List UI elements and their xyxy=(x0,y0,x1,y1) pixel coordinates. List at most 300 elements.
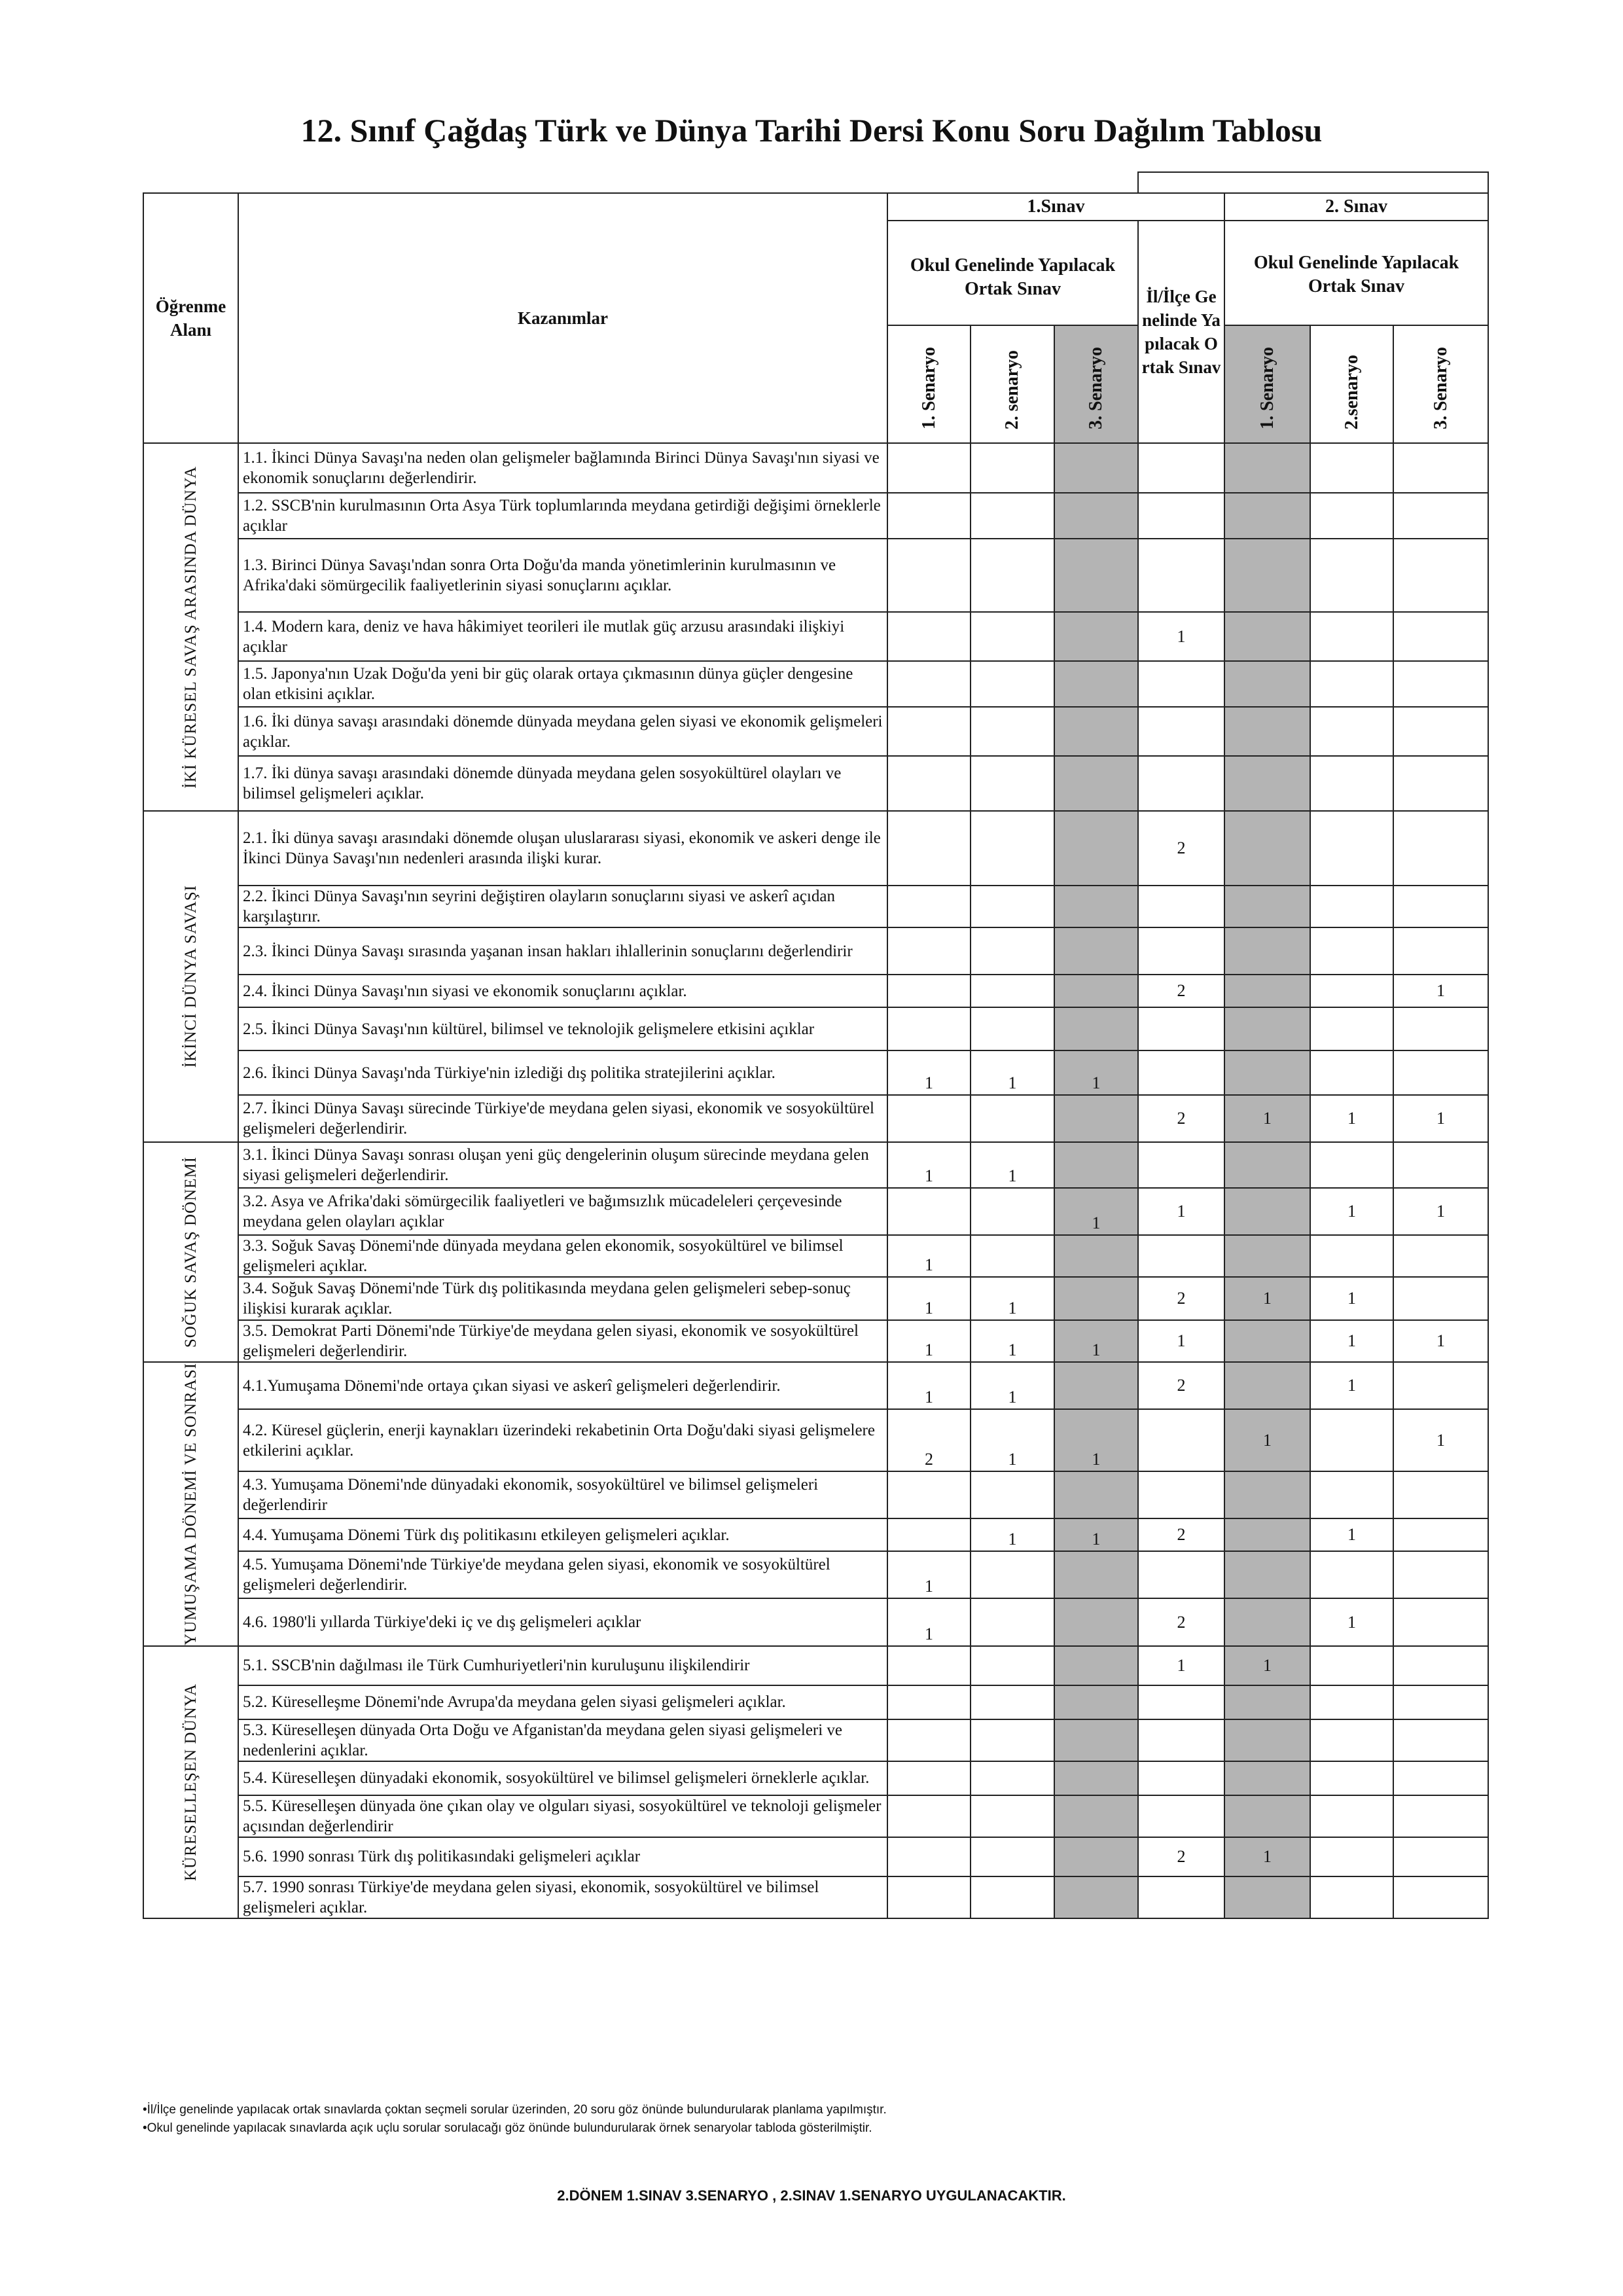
count-cell xyxy=(1224,1471,1310,1518)
count-cell xyxy=(971,1235,1054,1277)
count-cell xyxy=(971,1795,1054,1837)
count-cell: 1 xyxy=(887,1598,971,1645)
kazanim-cell: 5.5. Küreselleşen dünyada öne çıkan olay ve olguları siyasi, sosyokültürel ve teknoloji gelişmeler açısından değerlendirir xyxy=(238,1795,887,1837)
count-cell xyxy=(1310,493,1393,539)
count-cell xyxy=(1224,612,1310,661)
scenario-label: 2.senaryo xyxy=(1341,354,1362,429)
learning-area-label: SOĞUK SAVAŞ DÖNEMİ xyxy=(181,1156,200,1348)
kazanim-cell: 1.5. Japonya'nın Uzak Doğu'da yeni bir güç olarak ortaya çıkmasının dünya güçler dengesine olan etkisini açıklar. xyxy=(238,661,887,707)
kazanim-cell: 2.5. İkinci Dünya Savaşı'nın kültürel, bilimsel ve teknolojik gelişmelere etkisini açıklar xyxy=(238,1007,887,1050)
count-cell xyxy=(971,1837,1054,1876)
count-cell: 1 xyxy=(1310,1320,1393,1362)
count-cell xyxy=(1224,1142,1310,1188)
count-cell: 1 xyxy=(887,1142,971,1188)
count-cell xyxy=(1310,539,1393,612)
count-cell xyxy=(1310,1235,1393,1277)
table-row xyxy=(143,661,1488,707)
count-cell xyxy=(1393,1876,1488,1918)
count-cell xyxy=(971,975,1054,1007)
scenario-header xyxy=(1310,325,1393,443)
count-cell xyxy=(1393,1761,1488,1795)
count-cell: 1 xyxy=(1138,1188,1224,1235)
count-cell xyxy=(887,1646,971,1685)
count-cell xyxy=(887,927,971,975)
count-cell xyxy=(1393,1050,1488,1095)
table-row xyxy=(143,1471,1488,1518)
table-row xyxy=(143,1095,1488,1142)
scenario-label: 3. Senaryo xyxy=(1430,347,1451,429)
count-cell xyxy=(1310,975,1393,1007)
count-cell xyxy=(1310,661,1393,707)
kazanim-cell: 2.4. İkinci Dünya Savaşı'nın siyasi ve ekonomik sonuçlarını açıklar. xyxy=(238,975,887,1007)
count-cell xyxy=(1393,1646,1488,1685)
count-cell xyxy=(1310,1719,1393,1761)
count-cell: 1 xyxy=(1224,1837,1310,1876)
count-cell: 2 xyxy=(1138,1362,1224,1409)
count-cell xyxy=(1393,1471,1488,1518)
kazanim-cell: 5.6. 1990 sonrası Türk dış politikasındaki gelişmeleri açıklar xyxy=(238,1837,887,1876)
count-cell xyxy=(1054,1761,1138,1795)
table-row xyxy=(143,1551,1488,1598)
count-cell xyxy=(1054,1598,1138,1645)
count-cell xyxy=(1310,1142,1393,1188)
scenario-label: 1. Senaryo xyxy=(918,347,939,429)
count-cell: 1 xyxy=(1393,1188,1488,1235)
sinav2-header: 2. Sınav xyxy=(1224,193,1488,221)
kazanim-cell: 1.1. İkinci Dünya Savaşı'na neden olan gelişmeler bağlamında Birinci Dünya Savaşı'nın siyasi ve ekonomik sonuçlarını değerlendirir. xyxy=(238,443,887,493)
count-cell xyxy=(1310,811,1393,886)
count-cell: 1 xyxy=(887,1551,971,1598)
kazanim-cell: 1.3. Birinci Dünya Savaşı'ndan sonra Orta Doğu'da manda yönetimlerinin kurulmasının ve Afrika'daki sömürgecilik faaliyetlerinin siyasi sonuçlarını açıklar. xyxy=(238,539,887,612)
kazanim-cell: 3.4. Soğuk Savaş Dönemi'nde Türk dış politikasında meydana gelen gelişmeleri sebep-sonuç ilişkisi kurarak açıklar. xyxy=(238,1277,887,1320)
header-blank-2 xyxy=(887,172,1138,193)
count-cell: 1 xyxy=(1393,1095,1488,1142)
table-row xyxy=(143,1876,1488,1918)
count-cell xyxy=(971,539,1054,612)
count-cell xyxy=(1138,493,1224,539)
count-cell xyxy=(1224,707,1310,756)
learning-area xyxy=(143,1646,238,1918)
table-row xyxy=(143,1142,1488,1188)
count-cell xyxy=(887,1471,971,1518)
count-cell xyxy=(1138,1795,1224,1837)
count-cell: 2 xyxy=(1138,1598,1224,1645)
count-cell xyxy=(971,493,1054,539)
header-blank xyxy=(143,172,887,193)
count-cell xyxy=(1310,1471,1393,1518)
table-row xyxy=(143,1795,1488,1837)
page-title: 12. Sınıf Çağdaş Türk ve Dünya Tarihi Dersi Konu Soru Dağılım Tablosu xyxy=(300,112,1323,149)
count-cell xyxy=(1310,927,1393,975)
kazanim-cell: 5.3. Küreselleşen dünyada Orta Doğu ve Afganistan'da meydana gelen siyasi gelişmeleri ve nedenlerini açıklar. xyxy=(238,1719,887,1761)
table-row xyxy=(143,1518,1488,1551)
count-cell xyxy=(971,1095,1054,1142)
count-cell xyxy=(1224,811,1310,886)
count-cell: 1 xyxy=(971,1409,1054,1471)
kazanim-cell: 4.2. Küresel güçlerin, enerji kaynakları üzerindeki rekabetinin Orta Doğu'daki siyasi gelişmelere etkilerini açıklar. xyxy=(238,1409,887,1471)
count-cell xyxy=(887,1761,971,1795)
count-cell xyxy=(971,1471,1054,1518)
count-cell: 1 xyxy=(1224,1095,1310,1142)
count-cell xyxy=(1224,1719,1310,1761)
count-cell: 1 xyxy=(971,1277,1054,1320)
table-row xyxy=(143,443,1488,493)
table-row xyxy=(143,886,1488,927)
count-cell xyxy=(1224,1362,1310,1409)
count-cell: 2 xyxy=(1138,1837,1224,1876)
kazanim-cell: 4.6. 1980'li yıllarda Türkiye'deki iç ve dış gelişmeleri açıklar xyxy=(238,1598,887,1645)
table-row xyxy=(143,493,1488,539)
count-cell xyxy=(1054,1685,1138,1719)
count-cell xyxy=(1393,1007,1488,1050)
distribution-table xyxy=(143,171,1489,1919)
count-cell: 1 xyxy=(1054,1320,1138,1362)
table-row xyxy=(143,1598,1488,1645)
count-cell: 1 xyxy=(971,1320,1054,1362)
count-cell xyxy=(1054,975,1138,1007)
count-cell xyxy=(1138,1876,1224,1918)
learning-area-label: KÜRESELLEŞEN DÜNYA xyxy=(181,1683,200,1881)
count-cell xyxy=(1138,1685,1224,1719)
count-cell xyxy=(971,1761,1054,1795)
count-cell xyxy=(1054,493,1138,539)
count-cell xyxy=(971,756,1054,811)
count-cell xyxy=(887,1685,971,1719)
count-cell xyxy=(1224,1551,1310,1598)
count-cell xyxy=(971,927,1054,975)
kazanim-cell: 2.7. İkinci Dünya Savaşı sürecinde Türkiye'de meydana gelen siyasi, ekonomik ve sosyokültürel gelişmeleri değerlendirir. xyxy=(238,1095,887,1142)
count-cell xyxy=(1138,1471,1224,1518)
count-cell xyxy=(1054,612,1138,661)
count-cell xyxy=(1310,707,1393,756)
kazanim-cell: 3.2. Asya ve Afrika'daki sömürgecilik faaliyetleri ve bağımsızlık mücadeleleri çerçevesinde meydana gelen olayları açıklar xyxy=(238,1188,887,1235)
kazanim-cell: 1.4. Modern kara, deniz ve hava hâkimiyet teorileri ile mutlak güç arzusu arasındaki ilişkiyi açıklar xyxy=(238,612,887,661)
count-cell: 1 xyxy=(971,1518,1054,1551)
count-cell xyxy=(1054,756,1138,811)
count-cell xyxy=(887,707,971,756)
table-row xyxy=(143,1277,1488,1320)
scenario-header xyxy=(1393,325,1488,443)
count-cell: 2 xyxy=(1138,975,1224,1007)
learning-area xyxy=(143,1142,238,1362)
learning-area xyxy=(143,443,238,811)
count-cell: 1 xyxy=(1310,1095,1393,1142)
count-cell xyxy=(1054,811,1138,886)
count-cell xyxy=(971,1007,1054,1050)
count-cell: 1 xyxy=(887,1277,971,1320)
count-cell xyxy=(887,1188,971,1235)
count-cell xyxy=(1054,1007,1138,1050)
count-cell xyxy=(1393,1551,1488,1598)
scenario-label: 2. senaryo xyxy=(1002,350,1022,429)
count-cell: 1 xyxy=(1138,1320,1224,1362)
count-cell xyxy=(1224,886,1310,927)
count-cell xyxy=(1310,1551,1393,1598)
count-cell xyxy=(1393,1719,1488,1761)
count-cell: 2 xyxy=(1138,811,1224,886)
count-cell xyxy=(1310,1646,1393,1685)
count-cell: 1 xyxy=(1310,1518,1393,1551)
count-cell xyxy=(1138,539,1224,612)
count-cell xyxy=(1310,1837,1393,1876)
note-line: •Okul genelinde yapılacak sınavlarda açık uçlu sorular sorulacağı göz önünde bulundurularak örnek senaryolar tabloda gösterilmiştir. xyxy=(143,2121,872,2135)
count-cell xyxy=(1393,927,1488,975)
kazanim-cell: 4.4. Yumuşama Dönemi Türk dış politikasını etkileyen gelişmeleri açıklar. xyxy=(238,1518,887,1551)
count-cell xyxy=(971,1646,1054,1685)
table-row xyxy=(143,1719,1488,1761)
count-cell: 1 xyxy=(1393,975,1488,1007)
count-cell xyxy=(887,612,971,661)
count-cell xyxy=(1393,539,1488,612)
count-cell xyxy=(1393,493,1488,539)
count-cell xyxy=(1054,443,1138,493)
count-cell: 1 xyxy=(971,1142,1054,1188)
count-cell xyxy=(971,886,1054,927)
count-cell xyxy=(887,1876,971,1918)
count-cell xyxy=(1054,1551,1138,1598)
count-cell xyxy=(887,756,971,811)
count-cell xyxy=(1310,1795,1393,1837)
table-row xyxy=(143,927,1488,975)
count-cell xyxy=(1138,756,1224,811)
count-cell xyxy=(887,443,971,493)
count-cell xyxy=(971,612,1054,661)
count-cell: 2 xyxy=(1138,1095,1224,1142)
count-cell: 1 xyxy=(1138,612,1224,661)
learning-area xyxy=(143,1362,238,1646)
kazanim-cell: 3.1. İkinci Dünya Savaşı sonrası oluşan yeni güç dengelerinin oluşum sürecinde meydana gelen siyasi gelişmeleri değerlendirir. xyxy=(238,1142,887,1188)
kazanim-cell: 5.2. Küreselleşme Dönemi'nde Avrupa'da meydana gelen siyasi gelişmeleri açıklar. xyxy=(238,1685,887,1719)
note-line: •İl/İlçe genelinde yapılacak ortak sınavlarda çoktan seçmeli sorular üzerinden, 20 soru göz önünde bulundurularak planlama yapılmıştır. xyxy=(143,2103,887,2117)
kazanim-cell: 1.7. İki dünya savaşı arasındaki dönemde dünyada meydana gelen sosyokültürel olayları ve bilimsel gelişmeleri açıklar. xyxy=(238,756,887,811)
count-cell: 1 xyxy=(971,1050,1054,1095)
count-cell: 2 xyxy=(1138,1518,1224,1551)
count-cell xyxy=(1054,539,1138,612)
table-row xyxy=(143,612,1488,661)
kazanim-cell: 1.6. İki dünya savaşı arasındaki dönemde dünyada meydana gelen siyasi ve ekonomik gelişmeleri açıklar. xyxy=(238,707,887,756)
kazanim-cell: 1.2. SSCB'nin kurulmasının Orta Asya Türk toplumlarında meydana getirdiği değişimi örneklerle açıklar xyxy=(238,493,887,539)
count-cell xyxy=(1310,1050,1393,1095)
table-row xyxy=(143,707,1488,756)
count-cell xyxy=(1310,1007,1393,1050)
count-cell xyxy=(1224,1761,1310,1795)
kazanim-cell: 2.3. İkinci Dünya Savaşı sırasında yaşanan insan hakları ihlallerinin sonuçlarını değerlendirir xyxy=(238,927,887,975)
count-cell xyxy=(1054,1837,1138,1876)
count-cell xyxy=(887,811,971,886)
scenario-label: 3. Senaryo xyxy=(1086,347,1106,429)
count-cell xyxy=(971,1598,1054,1645)
count-cell xyxy=(1310,1876,1393,1918)
kazanim-cell: 5.4. Küreselleşen dünyadaki ekonomik, sosyokültürel ve bilimsel gelişmeleri örneklerle açıklar. xyxy=(238,1761,887,1795)
count-cell xyxy=(1393,1795,1488,1837)
table-row xyxy=(143,975,1488,1007)
count-cell xyxy=(1310,443,1393,493)
count-cell xyxy=(1393,1685,1488,1719)
table-row xyxy=(143,1685,1488,1719)
ogrenme-alani-header: Öğrenme Alanı xyxy=(143,193,238,443)
learning-area-label: İKİNCİ DÜNYA SAVAŞI xyxy=(181,885,200,1068)
table-row xyxy=(143,756,1488,811)
count-cell xyxy=(1224,1598,1310,1645)
count-cell: 1 xyxy=(1224,1277,1310,1320)
count-cell xyxy=(1054,1142,1138,1188)
count-cell: 1 xyxy=(1393,1320,1488,1362)
count-cell xyxy=(1393,1142,1488,1188)
count-cell: 1 xyxy=(1310,1598,1393,1645)
okul-genelinde-2-header: Okul Genelinde Yapılacak Ortak Sınav xyxy=(1224,221,1488,325)
table-row xyxy=(143,1235,1488,1277)
count-cell xyxy=(887,975,971,1007)
count-cell xyxy=(1224,975,1310,1007)
count-cell xyxy=(1138,1719,1224,1761)
learning-area xyxy=(143,811,238,1142)
count-cell: 2 xyxy=(1138,1277,1224,1320)
count-cell: 1 xyxy=(887,1362,971,1409)
notes xyxy=(143,2101,928,2138)
count-cell xyxy=(1054,1277,1138,1320)
count-cell xyxy=(1393,1598,1488,1645)
count-cell: 1 xyxy=(887,1320,971,1362)
count-cell xyxy=(1138,886,1224,927)
count-cell xyxy=(887,1719,971,1761)
count-cell xyxy=(971,1685,1054,1719)
count-cell xyxy=(971,1719,1054,1761)
count-cell xyxy=(1310,1761,1393,1795)
count-cell: 1 xyxy=(887,1235,971,1277)
count-cell: 1 xyxy=(1054,1188,1138,1235)
count-cell xyxy=(1310,1685,1393,1719)
count-cell xyxy=(1310,612,1393,661)
count-cell xyxy=(1393,661,1488,707)
count-cell xyxy=(1393,886,1488,927)
count-cell xyxy=(887,1518,971,1551)
kazanim-cell: 2.6. İkinci Dünya Savaşı'nda Türkiye'nin izlediği dış politika stratejilerini açıklar. xyxy=(238,1050,887,1095)
kazanim-cell: 3.3. Soğuk Savaş Dönemi'nde dünyada meydana gelen ekonomik, sosyokültürel ve bilimsel gelişmeleri açıklar. xyxy=(238,1235,887,1277)
count-cell xyxy=(1138,443,1224,493)
count-cell xyxy=(1224,1518,1310,1551)
count-cell xyxy=(1054,1471,1138,1518)
count-cell xyxy=(1054,661,1138,707)
count-cell: 1 xyxy=(1054,1518,1138,1551)
count-cell: 1 xyxy=(1224,1409,1310,1471)
table-row xyxy=(143,1320,1488,1362)
learning-area-label: İKİ KÜRESEL SAVAŞ ARASINDA DÜNYA xyxy=(181,465,200,789)
count-cell xyxy=(1224,493,1310,539)
count-cell xyxy=(1138,1235,1224,1277)
count-cell xyxy=(1054,886,1138,927)
count-cell xyxy=(1393,811,1488,886)
count-cell xyxy=(1224,661,1310,707)
kazanim-cell: 3.5. Demokrat Parti Dönemi'nde Türkiye'de meydana gelen siyasi, ekonomik ve sosyokültürel gelişmeleri değerlendirir. xyxy=(238,1320,887,1362)
count-cell xyxy=(1138,1007,1224,1050)
count-cell xyxy=(1054,1362,1138,1409)
table-row xyxy=(143,1050,1488,1095)
sinav1-header: 1.Sınav xyxy=(887,193,1224,221)
count-cell xyxy=(1393,443,1488,493)
count-cell: 1 xyxy=(1054,1409,1138,1471)
count-cell xyxy=(1054,707,1138,756)
count-cell xyxy=(887,493,971,539)
table-row xyxy=(143,1007,1488,1050)
count-cell xyxy=(971,1876,1054,1918)
kazanim-cell: 2.1. İki dünya savaşı arasındaki dönemde oluşan uluslararası siyasi, ekonomik ve askeri denge ile İkinci Dünya Savaşı'nın nedenleri arasında ilişki kurar. xyxy=(238,811,887,886)
count-cell xyxy=(1054,1876,1138,1918)
count-cell xyxy=(1138,1551,1224,1598)
table-row xyxy=(143,811,1488,886)
count-cell xyxy=(887,1095,971,1142)
scenario-label: 1. Senaryo xyxy=(1257,347,1277,429)
count-cell xyxy=(1054,927,1138,975)
count-cell xyxy=(1224,756,1310,811)
count-cell xyxy=(1138,927,1224,975)
count-cell xyxy=(1138,1050,1224,1095)
count-cell xyxy=(1310,886,1393,927)
count-cell xyxy=(971,661,1054,707)
count-cell: 1 xyxy=(1310,1277,1393,1320)
kazanim-cell: 4.3. Yumuşama Dönemi'nde dünyadaki ekonomik, sosyokültürel ve bilimsel gelişmeleri değerlendirir xyxy=(238,1471,887,1518)
count-cell xyxy=(1054,1795,1138,1837)
scenario-header xyxy=(1054,325,1138,443)
count-cell xyxy=(1224,539,1310,612)
count-cell xyxy=(1310,756,1393,811)
count-cell xyxy=(971,811,1054,886)
count-cell xyxy=(1138,661,1224,707)
count-cell xyxy=(1224,443,1310,493)
count-cell xyxy=(1224,1876,1310,1918)
count-cell xyxy=(1054,1646,1138,1685)
il-ilce-header: İl/İlçe Genelinde Yapılacak Ortak Sınav xyxy=(1138,221,1224,443)
count-cell xyxy=(1393,1518,1488,1551)
count-cell xyxy=(971,1188,1054,1235)
count-cell xyxy=(1393,1837,1488,1876)
count-cell xyxy=(971,443,1054,493)
okul-genelinde-1-header: Okul Genelinde Yapılacak Ortak Sınav xyxy=(887,221,1138,325)
kazanim-cell: 2.2. İkinci Dünya Savaşı'nın seyrini değiştiren olayların sonuçlarını siyasi ve askerî açıdan karşılaştırır. xyxy=(238,886,887,927)
scenario-header xyxy=(1224,325,1310,443)
footer-note: 2.DÖNEM 1.SINAV 3.SENARYO , 2.SINAV 1.SENARYO UYGULANACAKTIR. xyxy=(557,2187,1066,2204)
kazanimlar-header: Kazanımlar xyxy=(238,193,887,443)
table-row xyxy=(143,1837,1488,1876)
count-cell: 1 xyxy=(1310,1188,1393,1235)
count-cell xyxy=(887,1007,971,1050)
count-cell xyxy=(1224,1235,1310,1277)
count-cell xyxy=(1393,1362,1488,1409)
count-cell xyxy=(1310,1409,1393,1471)
count-cell xyxy=(1393,707,1488,756)
count-cell xyxy=(1393,1235,1488,1277)
count-cell: 1 xyxy=(1224,1646,1310,1685)
count-cell xyxy=(1393,756,1488,811)
count-cell xyxy=(1138,1761,1224,1795)
count-cell: 1 xyxy=(971,1362,1054,1409)
count-cell xyxy=(1224,1188,1310,1235)
count-cell: 1 xyxy=(1393,1409,1488,1471)
table-row xyxy=(143,1646,1488,1685)
count-cell xyxy=(887,539,971,612)
table-row xyxy=(143,1188,1488,1235)
count-cell xyxy=(1224,1007,1310,1050)
learning-area-label: YUMUŞAMA DÖNEMİ VE SONRASI xyxy=(181,1363,200,1645)
count-cell: 1 xyxy=(1310,1362,1393,1409)
scenario-header xyxy=(887,325,971,443)
count-cell xyxy=(971,1551,1054,1598)
count-cell: 1 xyxy=(887,1050,971,1095)
count-cell: 1 xyxy=(1054,1050,1138,1095)
count-cell xyxy=(1054,1235,1138,1277)
scenario-header xyxy=(971,325,1054,443)
count-cell xyxy=(1393,612,1488,661)
count-cell xyxy=(1224,1320,1310,1362)
